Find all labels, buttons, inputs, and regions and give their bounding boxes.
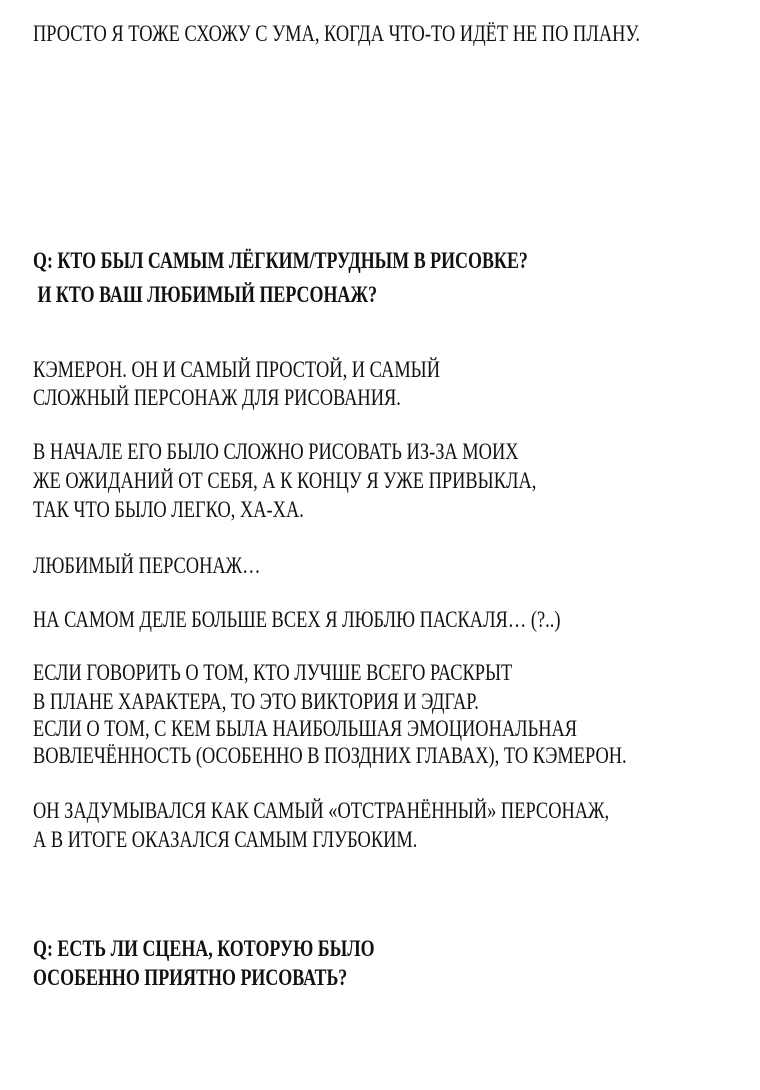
answer-line: ЕСЛИ ГОВОРИТЬ О ТОМ, КТО ЛУЧШЕ ВСЕГО РАСКРЫТ xyxy=(33,660,513,685)
answer-line: ОН ЗАДУМЫВАЛСЯ КАК САМЫЙ «ОТСТРАНЁННЫЙ» ПЕРСОНАЖ, xyxy=(33,798,610,823)
question-2-line-1: Q: ЕСТЬ ЛИ СЦЕНА, КОТОРУЮ БЫЛО xyxy=(33,936,375,961)
answer-line: В ПЛАНЕ ХАРАКТЕРА, ТО ЭТО ВИКТОРИЯ И ЭДГАР. xyxy=(33,689,479,714)
question-2-line-2: ОСОБЕННО ПРИЯТНО РИСОВАТЬ? xyxy=(33,965,348,990)
answer-line: А В ИТОГЕ ОКАЗАЛСЯ САМЫМ ГЛУБОКИМ. xyxy=(33,827,418,852)
answer-line: ЛЮБИМЫЙ ПЕРСОНАЖ… xyxy=(33,553,261,578)
answer-line: СЛОЖНЫЙ ПЕРСОНАЖ ДЛЯ РИСОВАНИЯ. xyxy=(33,385,401,410)
answer-line: ТАК ЧТО БЫЛО ЛЕГКО, ХА-ХА. xyxy=(33,497,304,522)
question-1-line-1: Q: КТО БЫЛ САМЫМ ЛЁГКИМ/ТРУДНЫМ В РИСОВКЕ? xyxy=(33,248,528,273)
question-1-line-2: И КТО ВАШ ЛЮБИМЫЙ ПЕРСОНАЖ? xyxy=(33,282,378,307)
answer-line: ВОВЛЕЧЁННОСТЬ (ОСОБЕННО В ПОЗДНИХ ГЛАВАХ), ТО КЭМЕРОН. xyxy=(33,743,627,768)
answer-line: ЕСЛИ О ТОМ, С КЕМ БЫЛА НАИБОЛЬШАЯ ЭМОЦИОНАЛЬНАЯ xyxy=(33,716,578,741)
intro-text: ПРОСТО Я ТОЖЕ СХОЖУ С УМА, КОГДА ЧТО-ТО ИДЁТ НЕ ПО ПЛАНУ. xyxy=(33,21,641,46)
answer-line: КЭМЕРОН. ОН И САМЫЙ ПРОСТОЙ, И САМЫЙ xyxy=(33,357,441,382)
answer-line: ЖЕ ОЖИДАНИЙ ОТ СЕБЯ, А К КОНЦУ Я УЖЕ ПРИВЫКЛА, xyxy=(33,468,537,493)
answer-line: В НАЧАЛЕ ЕГО БЫЛО СЛОЖНО РИСОВАТЬ ИЗ-ЗА МОИХ xyxy=(33,439,519,464)
answer-line: НА САМОМ ДЕЛЕ БОЛЬШЕ ВСЕХ Я ЛЮБЛЮ ПАСКАЛЯ… (?..) xyxy=(33,607,561,632)
